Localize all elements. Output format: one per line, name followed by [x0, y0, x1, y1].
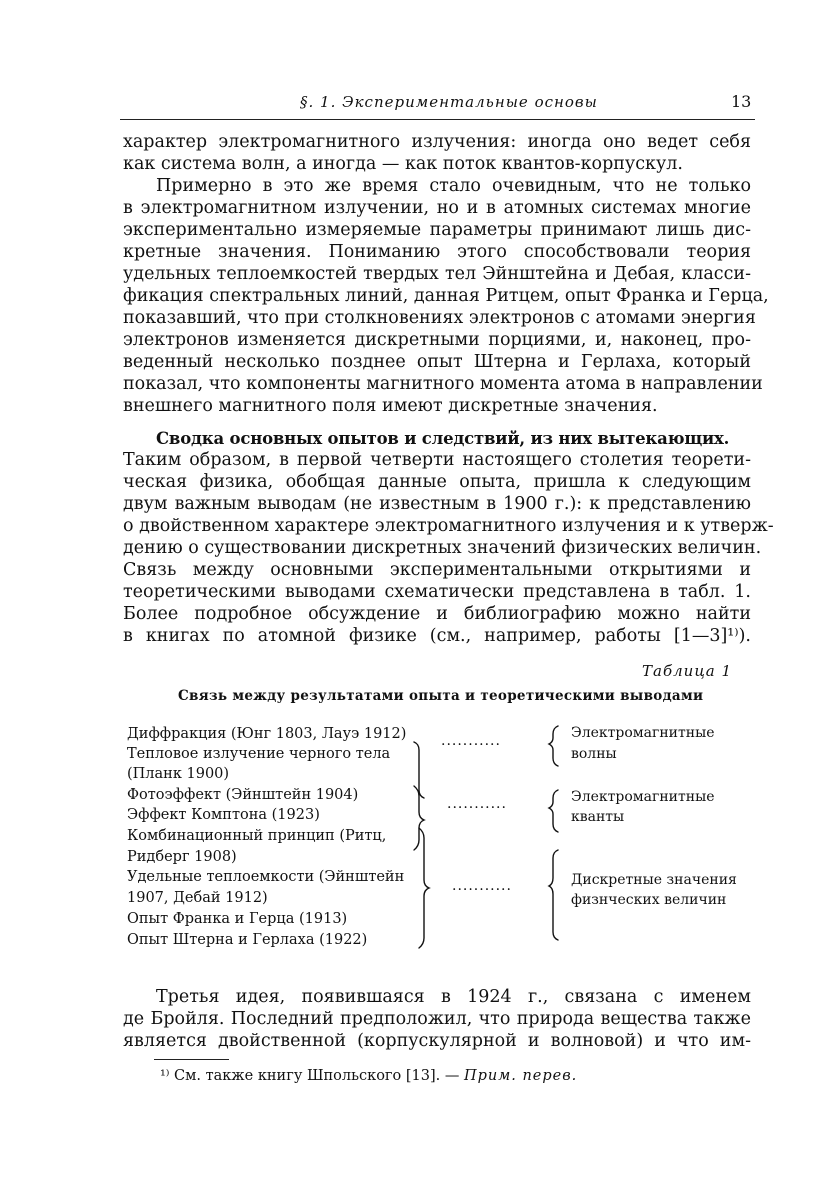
table-right-line: Дискретные значения [571, 872, 737, 888]
footnote-rule [154, 1059, 229, 1060]
para2-line: в электромагнитном излучении, но и в атомных системах многие [123, 198, 751, 218]
table-right-line: Электромагнитные [571, 789, 715, 805]
page-number: 13 [731, 92, 752, 111]
para2-line: кретные значения. Пониманию этого способствовали теория [123, 242, 751, 262]
section-heading: Сводка основных опытов и следствий, из них вытекающих. [156, 429, 730, 448]
footnote-marker: ¹⁾ [160, 1068, 170, 1084]
right-brace-discrete [549, 850, 558, 940]
table-right-line: кванты [571, 809, 625, 825]
table-left-line: Диффракция (Юнг 1803, Лауэ 1912) [127, 726, 407, 742]
footnote [160, 1068, 577, 1084]
connector-dots: ........... [452, 878, 512, 894]
left-bracket-discrete [419, 828, 429, 948]
left-bracket-quanta [414, 786, 424, 850]
para1-line: характер электромагнитного излучения: иногда оно ведет себя [123, 132, 751, 152]
table-left-line: (Планк 1900) [127, 766, 230, 782]
para4-line: де Бройля. Последний предположил, что природа вещества также [123, 1009, 751, 1029]
connector-dots: ........... [441, 733, 501, 749]
para3-line: Связь между основными экспериментальными открытиями и [123, 560, 751, 580]
para2-line: электронов изменяется дискретными порциями, и, наконец, про- [123, 330, 751, 350]
para2-line: Примерно в это же время стало очевидным, что не только [156, 176, 751, 196]
table-left-line: Опыт Штерна и Герлаха (1922) [127, 932, 368, 948]
table-label: Таблица 1 [642, 662, 733, 680]
para2-line: веденный несколько позднее опыт Штерна и Герлаха, который [123, 352, 751, 372]
table-title: Связь между результатами опыта и теоретическими выводами [178, 688, 704, 704]
footnote-text: См. также книгу Шпольского [13]. — [173, 1068, 460, 1084]
para3-line: Более подробное обсуждение и библиографию можно найти [123, 604, 751, 624]
para3-line: теоретическими выводами схематически представлена в табл. 1. [123, 582, 751, 602]
para3-line: дению о существовании дискретных значений физических величин. [123, 538, 762, 558]
table-left-line: 1907, Дебай 1912) [127, 890, 268, 906]
para2-line: внешнего магнитного поля имеют дискретные значения. [123, 396, 658, 416]
para4-line: Третья идея, появившаяся в 1924 г., связана с именем [156, 987, 751, 1007]
para3-line: в книгах по атомной физике (см., например, работы [1—3]¹⁾). [123, 626, 751, 646]
table-right-line: Электромагнитные [571, 725, 715, 741]
left-bracket-wave [414, 742, 424, 798]
connector-dots: ........... [447, 796, 507, 812]
para2-line: показавший, что при столкновениях электронов с атомами энергия [123, 308, 756, 328]
table-left-line: Ридберг 1908) [127, 849, 237, 865]
table-right-line: физнческих величин [571, 892, 727, 908]
table-right-line: волны [571, 746, 617, 762]
right-brace-wave [549, 726, 558, 766]
para2-line: удельных теплоемкостей твердых тел Эйнштейна и Дебая, класси- [123, 264, 751, 284]
table-left-line: Удельные теплоемкости (Эйнштейн [127, 869, 405, 885]
table-brackets [400, 720, 580, 955]
table-left-line: Фотоэффект (Эйнштейн 1904) [127, 787, 359, 803]
para3-line: о двойственном характере электромагнитного излучения и к утверж- [123, 516, 774, 536]
para2-line: фикация спектральных линий, данная Ритцем, опыт Франка и Герца, [123, 286, 769, 306]
table-left-line: Эффект Комптона (1923) [127, 807, 320, 823]
header-rule [120, 119, 755, 120]
para1-line: как система волн, а иногда — как поток квантов-корпускул. [123, 154, 683, 174]
para4-line: является двойственной (корпускулярной и волновой) и что им- [123, 1031, 751, 1051]
para3-line: ческая физика, обобщая данные опыта, пришла к следующим [123, 472, 751, 492]
table-left-line: Тепловое излучение черного тела [127, 746, 391, 762]
table-left-line: Опыт Франка и Герца (1913) [127, 911, 348, 927]
para2-line: показал, что компоненты магнитного момента атома в направлении [123, 374, 763, 394]
para3-line: двум важным выводам (не известным в 1900 г.): к представлению [123, 494, 751, 514]
para3-line: Таким образом, в первой четверти настоящего столетия теорети- [123, 450, 751, 470]
para2-line: экспериментально измеряемые параметры принимают лишь дис- [123, 220, 751, 240]
running-header-title: §. 1. Экспериментальные основы [300, 93, 598, 111]
right-brace-quanta [549, 790, 558, 832]
table-left-line: Комбинационный принцип (Ритц, [127, 828, 387, 844]
footnote-note: Прим. перев. [463, 1068, 578, 1084]
